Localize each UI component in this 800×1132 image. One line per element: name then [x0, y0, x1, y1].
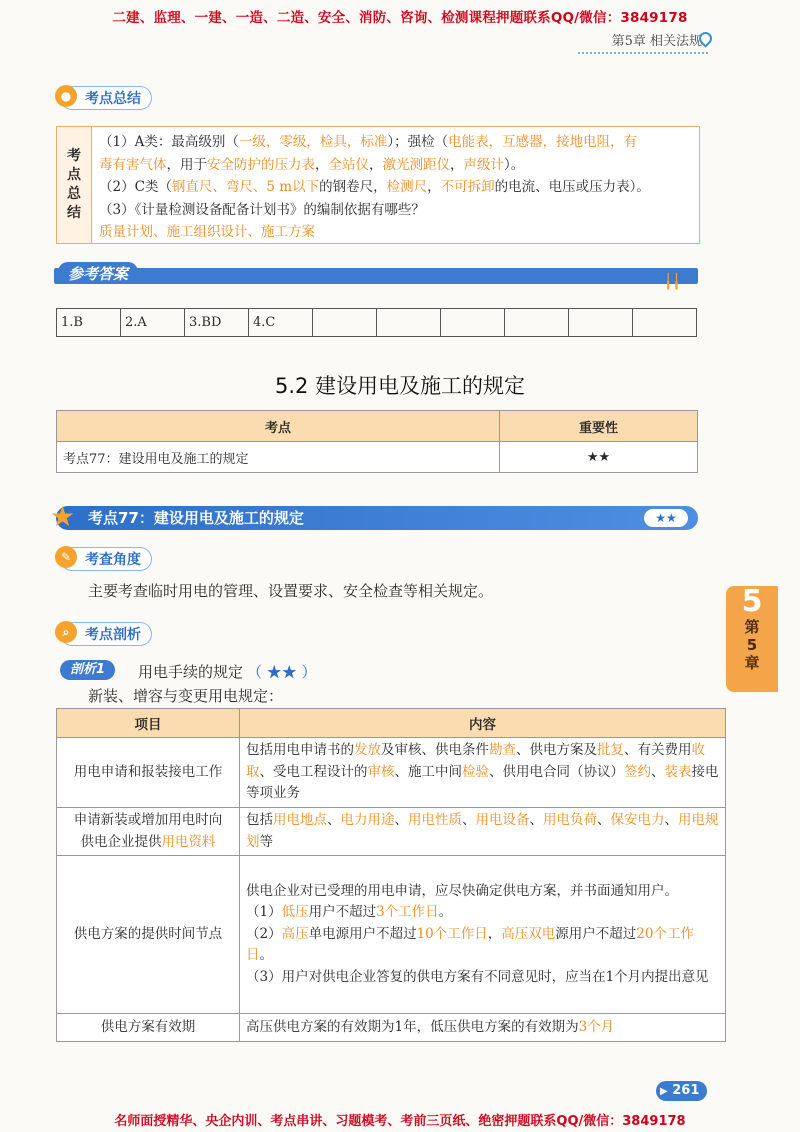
chapter-header: 第5章 相关法规 — [611, 34, 702, 49]
summary-line-1: （1）A类：最高级别（一级，零级，检具，标准）；强检（电能表，互感器，接地电阻，有 — [99, 134, 638, 150]
summary-line-5: 质量计划、施工组织设计、施工方案 — [99, 224, 315, 240]
magnifier-icon: ⌕ — [55, 621, 77, 643]
kp-header-importance: 重要性 — [500, 411, 698, 442]
kp-topic-cell: 考点77：建设用电及施工的规定 — [57, 442, 500, 473]
answer-table — [56, 308, 697, 337]
row3-para-3: （2）高压单电源用户不超过10个工作日，高压双电源用户不超过20个工作日。 — [246, 925, 694, 964]
row1-item: 用电申请和报装接电工作 — [57, 738, 240, 808]
answer-cell — [313, 309, 377, 337]
row3-item: 供电方案的提供时间节点 — [57, 856, 240, 1014]
analysis-1-title: 用电手续的规定 （ ★★ ） — [138, 663, 317, 681]
analysis-tag-label: 考点剖析 — [85, 627, 141, 643]
side-tab-char: 章 — [744, 654, 760, 672]
summary-side-char: 点 — [67, 167, 81, 183]
analysis-1-tag: 剖析1 — [60, 660, 115, 680]
row2-content: 包括用电地点、电力用途、用电性质、用电设备、用电负荷、保安电力、用电规划等 — [240, 808, 726, 856]
play-icon: ▶ — [660, 1086, 668, 1097]
row3-para-4: （3）用户对供电企业答复的供电方案有不同意见时，应当在1个月内提出意见 — [246, 968, 709, 985]
kp-importance-cell: ★★ — [500, 442, 698, 473]
lightbulb-icon: ● — [55, 85, 77, 107]
angle-tag — [60, 547, 152, 571]
key-point-table — [56, 410, 698, 473]
summary-tag — [60, 86, 152, 110]
chapter-side-tab — [726, 586, 778, 692]
answer-cell: 3.BD — [185, 309, 249, 337]
header-divider — [578, 52, 708, 54]
key-point-title: 考点77：建设用电及施工的规定 — [88, 509, 304, 527]
answer-cell — [569, 309, 633, 337]
answer-cell — [505, 309, 569, 337]
row3-para-2: （1）低压用户不超过3个工作日。 — [246, 904, 453, 921]
summary-tag-label: 考点总结 — [85, 91, 141, 107]
answer-bar — [54, 268, 698, 284]
star-icon: ★ — [50, 500, 76, 533]
answer-cell: 4.C — [249, 309, 313, 337]
side-tab-char: 第 — [744, 618, 760, 636]
key-point-bar — [50, 500, 698, 533]
row3-para-1: 供电企业对已受理的用电申请，应尽快确定供电方案，并书面通知用户。 — [246, 882, 678, 899]
summary-line-2: 毒有害气体，用于安全防护的压力表，全站仪，激光测距仪，声级计）。 — [99, 156, 525, 173]
pencil-icon: ✎ — [55, 546, 77, 568]
key-point-stars: ★★ — [644, 509, 688, 527]
answer-cell — [633, 309, 697, 337]
summary-line-4: （3）《计量检测设备配备计划书》的编制依据有哪些？ — [99, 201, 425, 218]
answer-cell: 1.B — [57, 309, 121, 337]
row2-item: 申请新装或增加用电时向 供电企业提供用电资料 — [57, 808, 240, 856]
answer-cell — [441, 309, 505, 337]
answer-cell: 2.A — [121, 309, 185, 337]
summary-side-char: 总 — [67, 186, 81, 202]
summary-line-3: （2）C类（钢直尺、弯尺、5 m以下的钢卷尺，检测尺，不可拆卸的电流、电压或压力表）。 — [99, 179, 650, 195]
answer-label: 参考答案 — [58, 262, 138, 284]
top-watermark: 二建、监理、一建、一造、二造、安全、消防、咨询、检测课程押题联系QQ/微信：3849178 — [112, 10, 688, 26]
side-tab-char: 5 — [746, 636, 758, 654]
page-number-value: 261 — [672, 1083, 700, 1098]
summary-box — [56, 126, 700, 244]
header-content: 内容 — [240, 709, 726, 738]
electricity-rules-table — [56, 708, 726, 1042]
angle-tag-label: 考查角度 — [85, 552, 141, 568]
summary-side-char: 考 — [67, 148, 81, 164]
answer-cell — [377, 309, 441, 337]
pin-icon: ╽╽ — [664, 274, 681, 290]
kp-header-topic: 考点 — [57, 411, 500, 442]
summary-side-char: 结 — [67, 205, 81, 221]
sub-intro: 新装、增容与变更用电规定： — [88, 687, 284, 705]
page-number — [656, 1081, 707, 1101]
bottom-watermark: 名师面授精华、央企内训、考点串讲、习题模考、考前三页纸、绝密押题联系QQ/微信：3849178 — [114, 1114, 686, 1129]
side-tab-number: 5 — [741, 584, 763, 619]
row4-content: 高压供电方案的有效期为1年，低压供电方案的有效期为3个月 — [240, 1014, 726, 1042]
row3-content — [240, 856, 726, 1014]
row1-content: 包括用电申请书的发放及审核、供电条件勘查、供电方案及批复、有关费用收取、受电工程设计的审核、施工中间检验、供用电合同（协议）签约、装表接电等项业务 — [240, 738, 726, 808]
angle-text: 主要考查临时用电的管理、设置要求、安全检查等相关规定。 — [88, 582, 494, 600]
analysis-tag — [60, 622, 152, 646]
row4-item: 供电方案有效期 — [57, 1014, 240, 1042]
section-title: 5.2 建设用电及施工的规定 — [274, 374, 526, 398]
header-item: 项目 — [57, 709, 240, 738]
summary-body — [99, 131, 693, 244]
summary-side-label — [57, 127, 92, 243]
